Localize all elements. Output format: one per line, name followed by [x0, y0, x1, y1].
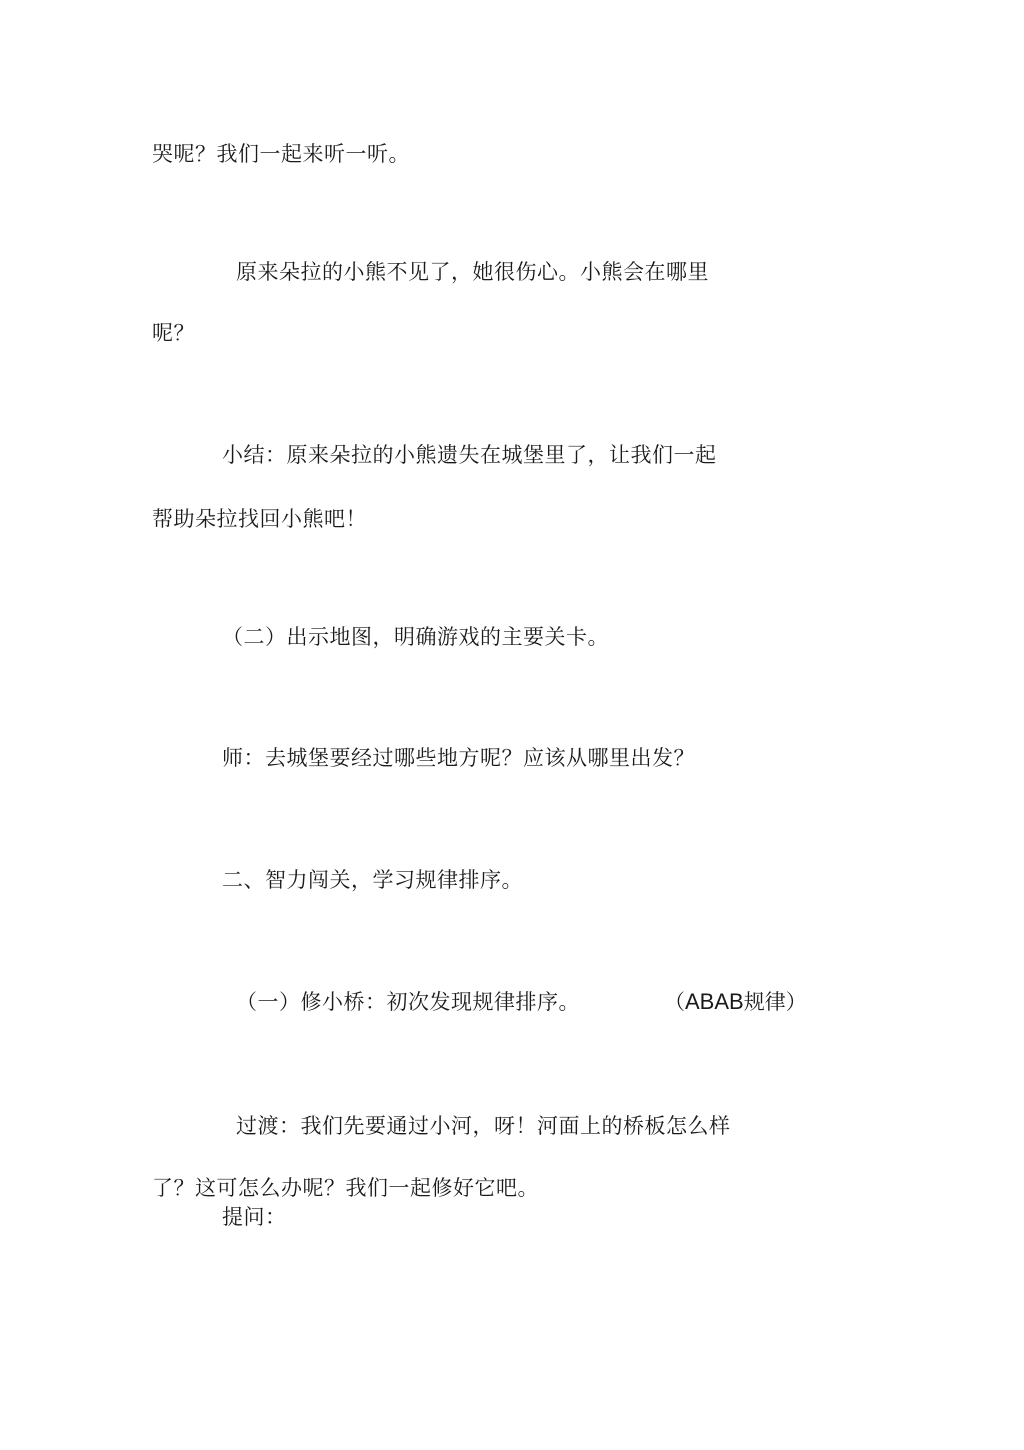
question-label: 提问：: [222, 1205, 287, 1229]
subsection-heading-bridge: （一）修小桥：初次发现规律排序。: [236, 990, 580, 1014]
section-heading-challenge: 二、智力闯关，学习规律排序。: [222, 868, 523, 892]
summary-line-2: 帮助朵拉找回小熊吧！: [152, 507, 367, 531]
rule-tag-latin: ABAB: [685, 989, 744, 1014]
transition-line-2: 了？这可怎么办呢？我们一起修好它吧。: [152, 1176, 539, 1200]
teacher-question-line: 师：去城堡要经过哪些地方呢？应该从哪里出发？: [222, 746, 695, 770]
paragraph-line-2: 原来朵拉的小熊不见了，她很伤心。小熊会在哪里: [236, 260, 709, 284]
paragraph-line-1: 哭呢？我们一起来听一听。: [152, 142, 410, 166]
rule-tag-rest: 规律）: [743, 990, 807, 1014]
section-heading-map: （二）出示地图，明确游戏的主要关卡。: [222, 625, 609, 649]
rule-tag: [664, 988, 807, 1016]
rule-tag-open: （: [664, 990, 685, 1014]
summary-line-1: 小结：原来朵拉的小熊遗失在城堡里了，让我们一起: [222, 443, 717, 467]
paragraph-line-3: 呢？: [152, 321, 195, 345]
transition-line-1: 过渡：我们先要通过小河，呀！河面上的桥板怎么样: [236, 1114, 731, 1138]
